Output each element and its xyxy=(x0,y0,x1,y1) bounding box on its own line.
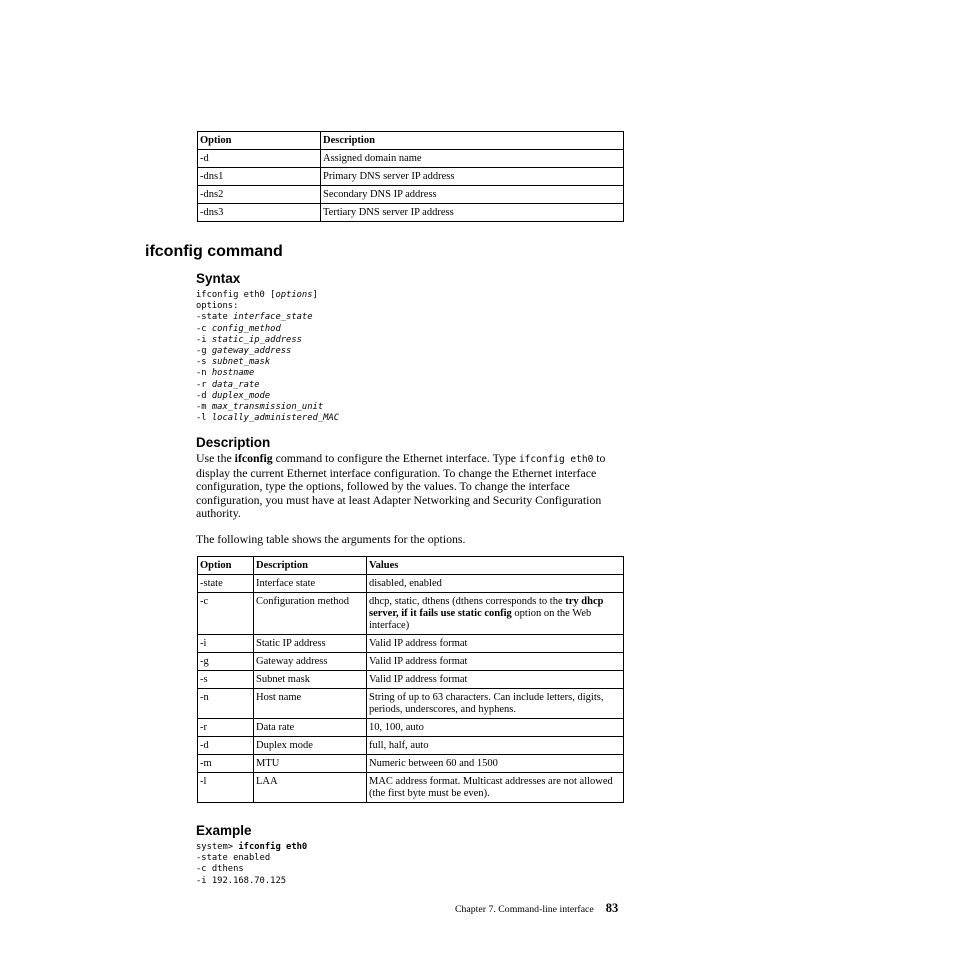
table-cell: -m xyxy=(198,755,254,773)
example-line: -c dthens xyxy=(196,864,244,875)
table-row xyxy=(198,671,624,689)
page-footer xyxy=(455,901,618,917)
table-row xyxy=(198,737,624,755)
table-cell: full, half, auto xyxy=(367,737,624,755)
table-row xyxy=(198,653,624,671)
syntax-option-line: -d duplex_mode xyxy=(196,390,271,401)
example-line: -i 192.168.70.125 xyxy=(196,875,287,886)
syntax-option-line: -l locally_administered_MAC xyxy=(196,413,339,424)
table-cell: Valid IP address format xyxy=(367,671,624,689)
example-command-line: system> ifconfig eth0 xyxy=(196,842,308,852)
syntax-heading: Syntax xyxy=(196,271,241,286)
dns-options-table xyxy=(197,131,624,222)
table-cell: Primary DNS server IP address xyxy=(321,168,624,186)
table-header-row xyxy=(198,557,624,575)
table-row xyxy=(198,635,624,653)
syntax-option-line: -state interface_state xyxy=(196,312,313,323)
table-cell: Gateway address xyxy=(254,653,367,671)
syntax-option-line: -r data_rate xyxy=(196,379,260,390)
arguments-table xyxy=(197,556,624,803)
table-cell: -d xyxy=(198,150,321,168)
table-cell: -state xyxy=(198,575,254,593)
column-header: Option xyxy=(198,132,321,150)
syntax-option-line: -s subnet_mask xyxy=(196,357,271,368)
table-cell: -i xyxy=(198,635,254,653)
table-cell: String of up to 63 characters. Can include letters, digits, periods, underscores, and hyphens. xyxy=(367,689,624,719)
table-cell: Numeric between 60 and 1500 xyxy=(367,755,624,773)
syntax-option-line: -n hostname xyxy=(196,368,255,379)
table-cell: MAC address format. Multicast addresses are not allowed (the first byte must be even). xyxy=(367,773,624,803)
table-cell: -r xyxy=(198,719,254,737)
table-cell: Static IP address xyxy=(254,635,367,653)
table-cell: Valid IP address format xyxy=(367,653,624,671)
table-cell: Valid IP address format xyxy=(367,635,624,653)
table-cell: -dns1 xyxy=(198,168,321,186)
syntax-option-line: -i static_ip_address xyxy=(196,334,302,345)
syntax-line: ifconfig eth0 [options] xyxy=(196,290,318,300)
table-row xyxy=(198,204,624,222)
table-intro-text: The following table shows the arguments for the options. xyxy=(196,532,466,546)
syntax-code-block xyxy=(196,290,339,424)
table-cell: Secondary DNS IP address xyxy=(321,186,624,204)
table-cell: dhcp, static, dthens (dthens corresponds to the try dhcp server, if it fails use static config option on the Web interface) xyxy=(367,593,624,635)
table-row xyxy=(198,593,624,635)
table-cell: -c xyxy=(198,593,254,635)
table-cell: -dns3 xyxy=(198,204,321,222)
table-cell: -n xyxy=(198,689,254,719)
table-row xyxy=(198,575,624,593)
table-cell: MTU xyxy=(254,755,367,773)
table-cell: Tertiary DNS server IP address xyxy=(321,204,624,222)
column-header: Values xyxy=(367,557,624,575)
table-cell: -g xyxy=(198,653,254,671)
table-cell: Subnet mask xyxy=(254,671,367,689)
table-row xyxy=(198,719,624,737)
column-header: Description xyxy=(254,557,367,575)
section-title: ifconfig command xyxy=(145,243,283,260)
table-cell: disabled, enabled xyxy=(367,575,624,593)
column-header: Option xyxy=(198,557,254,575)
page-number: 83 xyxy=(605,901,619,915)
table-cell: -s xyxy=(198,671,254,689)
table-row xyxy=(198,689,624,719)
table-row xyxy=(198,186,624,204)
syntax-option-line: -m max_transmission_unit xyxy=(196,402,324,413)
syntax-option-line: -g gateway_address xyxy=(196,346,292,357)
table-cell: Host name xyxy=(254,689,367,719)
table-cell: 10, 100, auto xyxy=(367,719,624,737)
example-line: -state enabled xyxy=(196,853,271,864)
example-code-block xyxy=(196,842,307,887)
chapter-title: Chapter 7. Command-line interface xyxy=(455,904,594,915)
table-row xyxy=(198,755,624,773)
syntax-line: options: xyxy=(196,301,239,312)
table-cell: Configuration method xyxy=(254,593,367,635)
table-cell: -dns2 xyxy=(198,186,321,204)
column-header: Description xyxy=(321,132,624,150)
table-row xyxy=(198,168,624,186)
table-cell: Assigned domain name xyxy=(321,150,624,168)
table-row xyxy=(198,150,624,168)
table-header-row xyxy=(198,132,624,150)
description-heading: Description xyxy=(196,435,271,450)
example-heading: Example xyxy=(196,823,252,838)
table-cell: Data rate xyxy=(254,719,367,737)
table-cell: -l xyxy=(198,773,254,803)
table-cell: Interface state xyxy=(254,575,367,593)
table-cell: LAA xyxy=(254,773,367,803)
table-cell: -d xyxy=(198,737,254,755)
description-paragraph: Use the ifconfig command to configure the Ethernet interface. Type ifconfig eth0 to display the current Ethernet interface configuration. To change the Ethernet interface configuration, type the options, followed by the values. To change the interface configuration, you must have at least Adapter Networking and Security Configuration authority. xyxy=(196,451,606,521)
syntax-option-line: -c config_method xyxy=(196,323,281,334)
table-row xyxy=(198,773,624,803)
table-cell: Duplex mode xyxy=(254,737,367,755)
